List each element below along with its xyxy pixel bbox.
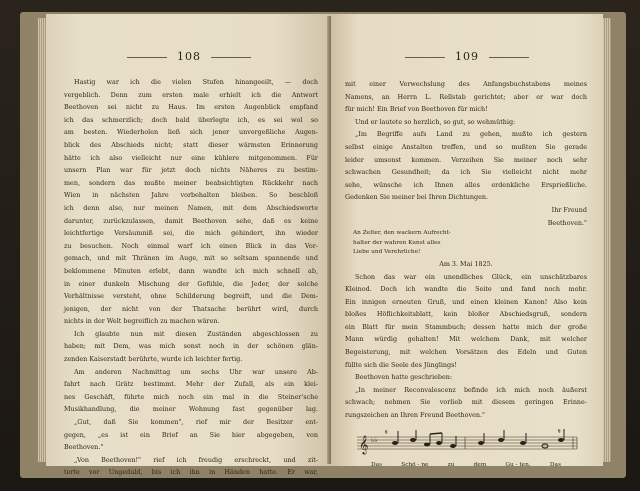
text-line: zenden Kaiserstadt berührte, wurde ich leichter fertig. xyxy=(64,355,243,364)
text-line: vergeblich. Denn zum ersten male erhielt ich die Antwort xyxy=(64,90,318,99)
text-line: mit einer Verwechslung des Anfangsbuchstabens meines xyxy=(345,80,587,88)
left-page-edges xyxy=(38,18,46,462)
text-line: „Von Beethoven!" rief ich freudig erschreckt, und zit- xyxy=(74,455,318,464)
text-line: Beethoven sei nicht zu Haus. Im ersten Augenblick empfand xyxy=(64,103,318,112)
text-line: beklommene Minuten erlebt, dann wandte ich mich schnell ab, xyxy=(64,266,318,275)
text-line: „In meiner Reconvalescenz befinde ich mich noch äußerst xyxy=(355,385,587,394)
text-line: rungszeichen an Ihren Freund Beethoven." xyxy=(345,411,485,420)
text-line: Namens, an Herrn L. Rellstab gerichtet; aber er war doch xyxy=(345,92,587,101)
text-line: Hastig war ich die vielen Stufen hinangeeilt, — doch xyxy=(74,78,318,86)
text-line: Ich glaubte nun mit diesen Zuständen abgeschlossen zu xyxy=(74,329,318,338)
lyric-syllable: Schö - ne xyxy=(401,461,429,468)
lyric-syllable: Das xyxy=(549,461,561,468)
note-line: An Zelter, den wackern Aufrecht- xyxy=(353,230,451,237)
text-line: Verhältnisse versteht, ohne Schilderung begreift, und die Dem- xyxy=(64,292,318,301)
lyric-syllable: zu xyxy=(447,461,455,468)
text-line: am besten. Wiederholen ließ sich jener unvergeßliche Augen- xyxy=(64,128,318,137)
text-line: in einer dunkeln Mischung der Gefühle, die Jeder, der solche xyxy=(64,279,318,288)
text-line: jenigen, der nicht von der Thatsache berührt wird, durch xyxy=(64,304,318,313)
text-line: ich das schmerzlich; doch bald überlegte ich, es sei wol so xyxy=(64,115,318,124)
text-line: gemach, und mit Thränen im Auge, mit so seltsam spannende und xyxy=(64,254,318,263)
text-line: haben; mit Dem, was mich sonst noch in der schönen glän- xyxy=(64,342,318,351)
text-line: terte vor Ungeduld, bis ich ihn in Händen hatte. Er war, xyxy=(64,468,318,477)
text-line: Begeisterung, mit welchen Vorsätzen des Edeln und Guten xyxy=(345,348,587,357)
text-line: sehe, wünsche ich Ihnen alles erdenkliche Ersprießliche. xyxy=(345,180,587,189)
text-line: hätte ich also vielleicht nur eine kühlere mitgenommen. Für xyxy=(64,153,318,162)
letter-block xyxy=(345,78,587,229)
text-line: schwach; nehmen Sie vorlieb mit diesem geringen Erinne- xyxy=(345,398,587,407)
text-line: blick des Abschieds nicht; statt dieser wärmsten Erinnerung xyxy=(64,140,318,149)
text-line: unsern Plan war für jetzt doch nichts Näheres zu bestim- xyxy=(64,166,318,175)
text-line: fahrt nach Grätz bestimmt. Mehr der Zufall, als ein klei- xyxy=(64,380,318,389)
lyric-syllable: Das xyxy=(371,461,383,468)
text-line: füllte sich die Seele des Jünglings! xyxy=(345,360,457,369)
text-line: Gedenken Sie meiner bei Ihren Dichtungen. xyxy=(345,193,489,202)
note-line: halter der wahren Kunst alles xyxy=(353,239,441,246)
page-number-right: 109 xyxy=(331,50,603,63)
text-line: Und er lautete so herzlich, so gut, so wehmüthig: xyxy=(355,117,516,126)
text-line: Wien in nächsten Jahre vorbehalten bleiben. So beschloß xyxy=(64,191,318,200)
svg-text:𝄞: 𝄞 xyxy=(359,434,369,454)
right-page-text xyxy=(345,78,587,469)
right-page xyxy=(331,14,603,466)
right-page-edges xyxy=(603,18,611,462)
canon-staff xyxy=(355,425,581,459)
music-score xyxy=(345,425,587,469)
text-line: Beethoven." xyxy=(547,218,587,227)
text-line: Beethoven." xyxy=(64,443,104,452)
text-line: leichtfertige Versäumniß sei, die mich gehindert, ihn wieder xyxy=(64,229,318,238)
svg-text:𝄋: 𝄋 xyxy=(385,428,388,436)
text-line: Kleinod. Doch ich wandte die Seite und fand noch mehr. xyxy=(345,285,587,294)
text-line: Beethoven hatte geschrieben: xyxy=(355,373,453,382)
note-line: Liebe und Verehrliche! xyxy=(353,249,421,256)
svg-text:♭♭: ♭♭ xyxy=(371,435,378,444)
text-line: men, sondern das mußte meiner beabsichtigten Rückkehr nach xyxy=(64,178,318,187)
narrative-block xyxy=(345,271,587,422)
text-line: bloßes Höflichkeitsblatt, kein bloßer Abschiedsgruß, sondern xyxy=(345,310,587,319)
text-line: ein Blatt für mein Stammbuch; dessen hatte mich der große xyxy=(345,322,587,331)
text-line: Schon das war ein unendliches Glück, ein unschätzbares xyxy=(355,272,587,281)
svg-text:𝄋: 𝄋 xyxy=(558,427,561,435)
lyric-syllable: Gu - ten. xyxy=(505,461,531,468)
canon-lyrics xyxy=(345,459,587,472)
page-number-left: 108 xyxy=(46,50,332,63)
text-line: gegen, „es ist ein Brief an Sie hier abgegeben, von xyxy=(64,430,318,439)
text-line: Am anderen Nachmittag um sechs Uhr war unsere Ab- xyxy=(74,367,318,376)
text-line: schwachen Gesundheit; da ich Sie vielleicht nicht mehr xyxy=(345,168,587,177)
letter-date: Am 3. Mai 1825. xyxy=(439,259,493,268)
text-line: darunter, zurückzulassen, damit Beethoven sehe, daß es keine xyxy=(64,216,318,225)
text-line: nes Geschäft, führte mich noch ein mal in die Steiner'sche xyxy=(64,392,318,401)
text-line: für mich! Ein Brief von Beethoven für mich! xyxy=(345,105,488,114)
text-line: selbst einige Anstalten treffen, und so mußten Sie gerade xyxy=(345,142,587,151)
lyric-syllable: dem xyxy=(473,461,487,468)
text-line: „Gut, daß Sie kommen", rief mir der Besitzer ent- xyxy=(74,418,318,427)
text-line: zu besuchen. Noch einmal warf ich einen Blick in das Vor- xyxy=(64,241,318,250)
text-line: nichts in der Welt begreiflich zu machen wären. xyxy=(64,317,220,326)
text-line: „Im Begriffe aufs Land zu gehen, mußte ich gestern xyxy=(355,130,587,139)
left-page-text xyxy=(64,76,318,479)
text-line: ich denn also, nur meinen Namen, mit dem Abschiedsworte xyxy=(64,203,318,212)
text-line: Mann würdig gehalten! Mit welchem Dank, mit welcher xyxy=(345,335,587,344)
left-page xyxy=(46,14,332,477)
text-line: leider umsonst kommen. Verzeihen Sie meiner noch sehr xyxy=(345,155,587,164)
text-line: Ein innigen erneuten Gruß, und einen kleinen Kanon! Also kein xyxy=(345,297,587,306)
text-line: Ihr Freund xyxy=(551,205,587,214)
dedication-note xyxy=(345,229,587,258)
text-line: Musikhandlung, die meiner Wohnung fast gegenüber lag. xyxy=(64,405,318,414)
